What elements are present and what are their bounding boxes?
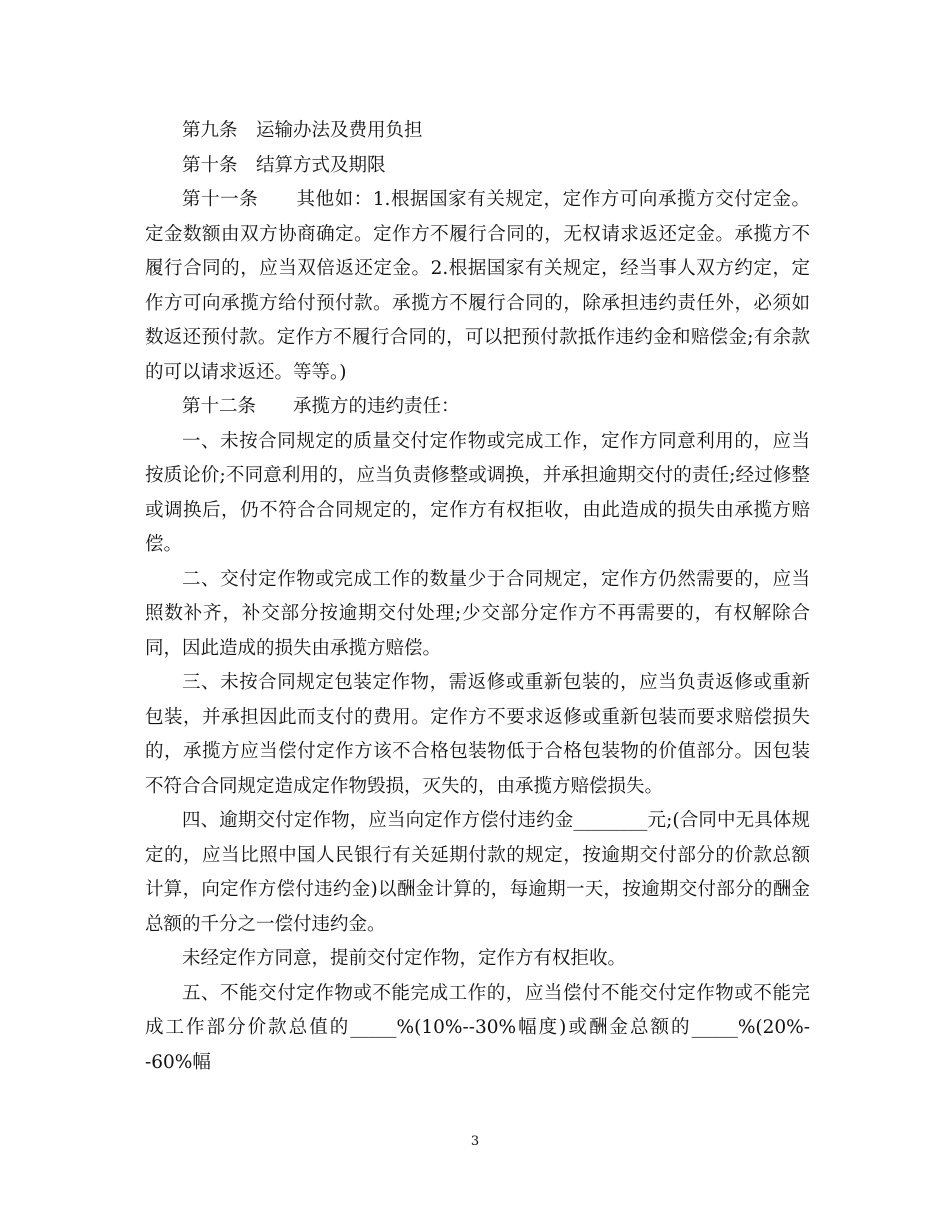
article-9-heading: 第九条 运输办法及费用负担: [182, 120, 423, 141]
article-12-heading: 第十二条 承揽方的违约责任：: [182, 396, 460, 417]
early-delivery-paragraph: 未经定作方同意，提前交付定作物，定作方有权拒收。: [182, 948, 627, 969]
page-number: 3: [470, 1134, 480, 1149]
document-body: [145, 114, 810, 1080]
clause-1-paragraph: 一、未按合同规定的质量交付定作物或完成工作，定作方同意利用的，应当按质论价;不同意利用的，应当负责修整或调换，并承担逾期交付的责任;经过修整或调换后，仍不符合合同规定的，定作方有权拒收，由此造成的损失由承揽方赔偿。: [145, 430, 810, 555]
article-11-paragraph: 第十一条 其他如：1.根据国家有关规定，定作方可向承揽方交付定金。定金数额由双方协商确定。定作方不履行合同的，无权请求返还定金。承揽方不履行合同的，应当双倍返还定金。2.根据国家有关规定，经当事人双方约定，定作方可向承揽方给付预付款。承揽方不履行合同的，除承担违约责任外，必须如数返还预付款。定作方不履行合同的，可以把预付款抵作违约金和赔偿金;有余款的可以请求返还。等等。): [145, 189, 810, 383]
article-10-heading: 第十条 结算方式及期限: [182, 154, 386, 176]
clause-4-paragraph: 四、逾期交付定作物，应当向定作方偿付违约金________元;(合同中无具体规定的，应当比照中国人民银行有关延期付款的规定，按逾期交付部分的价款总额计算，向定作方偿付违约金)以酬金计算的，每逾期一天，按逾期交付部分的酬金总额的千分之一偿付违约金。: [145, 810, 810, 935]
clause-3-paragraph: 三、未按合同规定包装定作物，需返修或重新包装的，应当负责返修或重新包装，并承担因此而支付的费用。定作方不要求返修或重新包装而要求赔偿损失的，承揽方应当偿付定作方该不合格包装物低于合格包装物的价值部分。因包装不符合合同规定造成定作物毁损，灭失的，由承揽方赔偿损失。: [145, 672, 810, 797]
clause-2-paragraph: 二、交付定作物或完成工作的数量少于合同规定，定作方仍然需要的，应当照数补齐，补交部分按逾期交付处理;少交部分定作方不再需要的，有权解除合同，因此造成的损失由承揽方赔偿。: [145, 568, 810, 659]
clause-5-paragraph: 五、不能交付定作物或不能完成工作的，应当偿付不能交付定作物或不能完成工作部分价款总值的_____%(10%--30%幅度)或酬金总额的_____%(20%--60%幅: [145, 982, 810, 1073]
